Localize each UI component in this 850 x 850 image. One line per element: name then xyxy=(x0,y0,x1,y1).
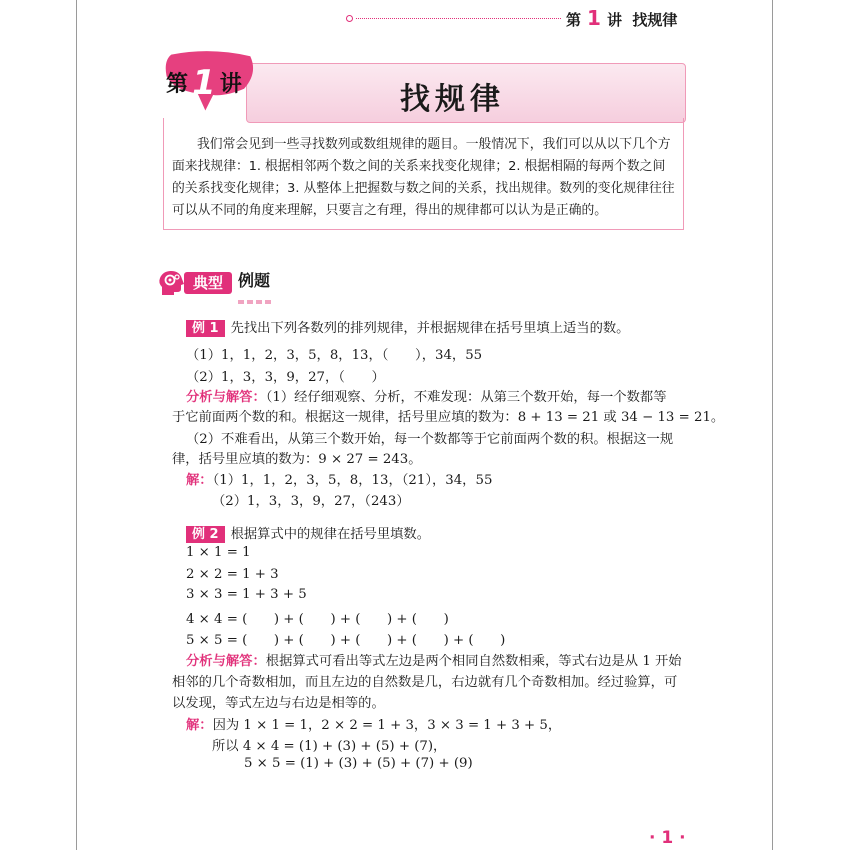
example1-analysis-line-4: 律，括号里应填的数为：9 × 27 = 243。 xyxy=(172,452,422,467)
example2-equation-4: 4 × 4 = ( ) + ( ) + ( ) + ( ) xyxy=(186,612,449,627)
example1-solution-1 xyxy=(186,469,492,488)
example1-tag: 例 1 xyxy=(186,320,225,337)
header-suffix: 讲 xyxy=(606,11,622,29)
header-lecture-number: 1 xyxy=(587,6,601,30)
example1-analysis-line-3: （2）不难看出，从第三个数开始，每一个数都等于它前面两个数的积。根据这一规 xyxy=(186,432,674,447)
example2-solution-line-1 xyxy=(186,714,561,733)
example1-analysis-line-2: 于它前面两个数的和。根据这一规律，括号里应填的数为：8 + 13 = 21 或 34 − 13 = 21。 xyxy=(172,410,725,425)
example2-solution-line-2: 所以 4 × 4 = (1) + (3) + (5) + (7)， xyxy=(212,739,447,754)
example2-solution-text-1: 因为 1 × 1 = 1，2 × 2 = 1 + 3，3 × 3 = 1 + 3 + 5， xyxy=(212,718,562,733)
example1-item-2: （2）1，3，3，9，27，（ ） xyxy=(186,370,385,385)
lecture-badge-label xyxy=(166,63,242,103)
example2-equation-3: 3 × 3 = 1 + 3 + 5 xyxy=(186,587,307,602)
example2-equation-2: 2 × 2 = 1 + 3 xyxy=(186,567,279,582)
example2-solution-label: 解： xyxy=(186,718,213,733)
header-dot-icon xyxy=(346,15,353,22)
page-left-edge xyxy=(76,0,77,850)
header-rule xyxy=(356,18,561,19)
badge-prefix: 第 xyxy=(166,72,189,97)
example2-analysis-line-3: 以发现，等式左边与右边是相等的。 xyxy=(172,696,385,711)
badge-suffix: 讲 xyxy=(219,72,242,97)
example1-solution-label: 解： xyxy=(186,473,213,488)
example2-analysis-label: 分析与解答： xyxy=(186,654,266,669)
page-number: · 1 · xyxy=(649,828,686,848)
example2-analysis-line-2: 相邻的几个奇数相加，而且左边的自然数是几，右边就有几个奇数相加。经过验算，可 xyxy=(172,675,678,690)
example2-analysis-line-1 xyxy=(186,650,682,669)
example1-solution-text-1: （1）1，1，2，3，5，8，13，（21），34，55 xyxy=(212,473,493,488)
header-prefix: 第 xyxy=(566,11,582,29)
example2-tag: 例 2 xyxy=(186,526,225,543)
head-gear-icon xyxy=(158,269,186,297)
badge-number: 1 xyxy=(192,63,216,103)
example2-question-line xyxy=(186,523,430,543)
section-tag: 典型 xyxy=(184,272,232,294)
example1-analysis-text-1: （1）经仔细观察、分析，不难发现：从第三个数开始，每一个数都等 xyxy=(265,390,667,405)
example2-solution-line-3: 5 × 5 = (1) + (3) + (5) + (7) + (9) xyxy=(244,756,473,771)
example1-analysis-line-1 xyxy=(186,386,667,405)
example1-item-1: （1）1，1，2，3，5，8，13，（ ），34，55 xyxy=(186,348,483,363)
header-title: 找规律 xyxy=(632,11,678,29)
example2-equation-1: 1 × 1 = 1 xyxy=(186,545,251,560)
example1-question: 先找出下列各数列的排列规律，并根据规律在括号里填上适当的数。 xyxy=(230,321,630,336)
example2-question: 根据算式中的规律在括号里填数。 xyxy=(230,527,431,542)
page-right-edge xyxy=(772,0,773,850)
example2-equation-5: 5 × 5 = ( ) + ( ) + ( ) + ( ) + ( ) xyxy=(186,633,506,648)
example1-analysis-label: 分析与解答： xyxy=(186,390,266,405)
example1-solution-2: （2）1，3，3，9，27，（243） xyxy=(212,494,410,509)
example1-question-line xyxy=(186,317,629,337)
intro-paragraph: 我们常会见到一些寻找数列或数组规律的题目。一般情况下，我们可以从以下几个方面来找规律：1. 根据相邻两个数之间的关系来找变化规律；2. 根据相隔的每两个数之间的关系找变化规律；3. 从整体上把握数与数之间的关系，找出规律。数列的变化规律往往可以从不同的角度来理解，只要言之有理，得出的规律都可以认为是正确的。 xyxy=(172,137,675,218)
section-title: 例题 xyxy=(238,271,271,290)
example2-analysis-text-1: 根据算式可看出等式左边是两个相同自然数相乘，等式右边是从 1 开始 xyxy=(265,654,682,669)
chapter-title: 找规律 xyxy=(400,82,505,117)
running-header xyxy=(566,6,677,30)
section-dots xyxy=(238,289,274,308)
